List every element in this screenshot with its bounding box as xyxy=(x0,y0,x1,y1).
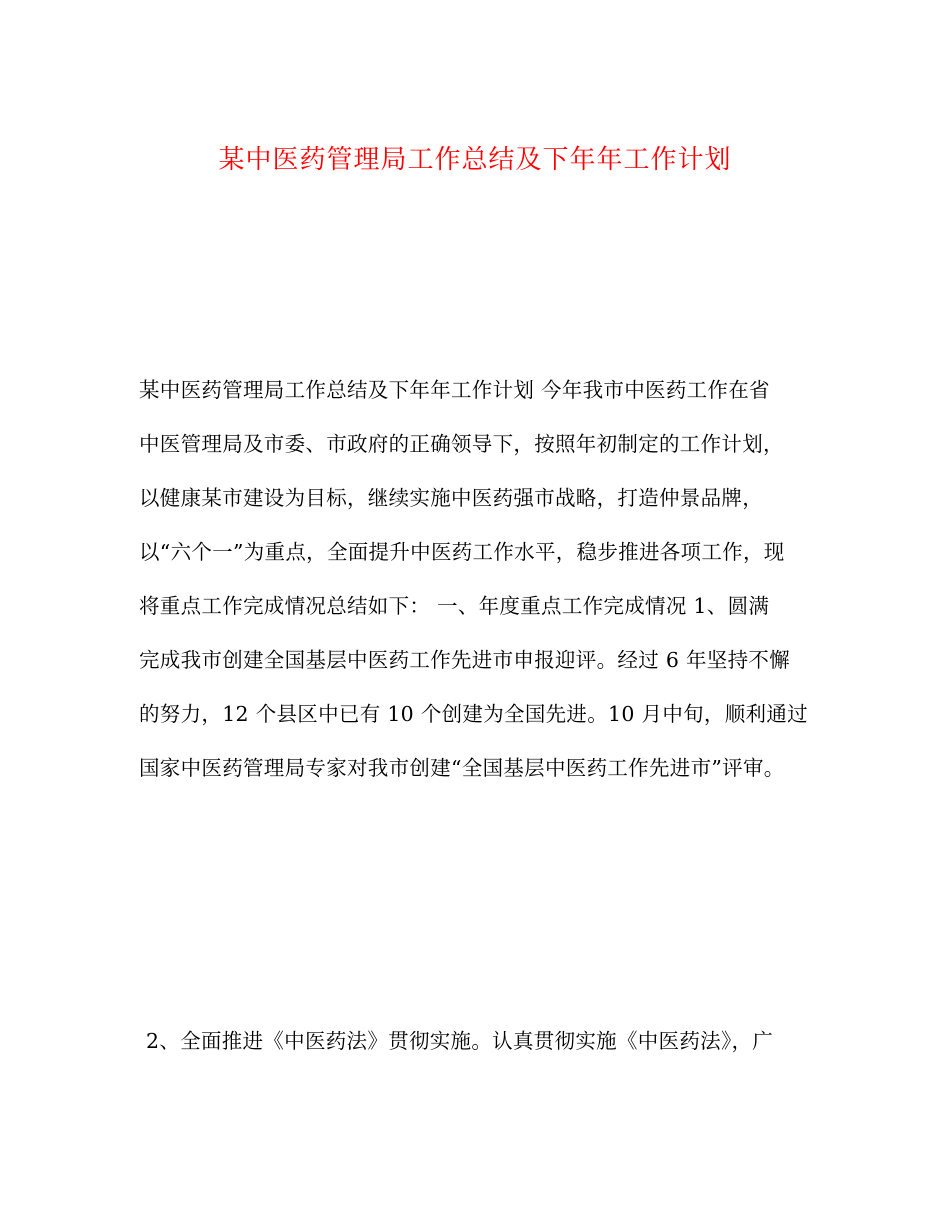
paragraph-1-line: 某中医药管理局工作总结及下年年工作计划 今年我市中医药工作在省 xyxy=(139,378,770,402)
paragraph-2-line: 2、全面推进《中医药法》贯彻实施。认真贯彻实施《中医药法》，广 xyxy=(146,1029,774,1053)
document-title: 某中医药管理局工作总结及下年年工作计划 xyxy=(218,145,732,175)
paragraph-1-line: 中医管理局及市委、市政府的正确领导下，按照年初制定的工作计划， xyxy=(139,432,784,456)
paragraph-1-line: 国家中医药管理局专家对我市创建“全国基层中医药工作先进市”评审。 xyxy=(139,756,785,780)
paragraph-1-line: 将重点工作完成情况总结如下： 一、年度重点工作完成情况 1、圆满 xyxy=(139,594,770,618)
paragraph-1-line: 完成我市创建全国基层中医药工作先进市申报迎评。经过 6 年坚持不懈 xyxy=(139,648,790,672)
paragraph-1 xyxy=(139,370,819,802)
paragraph-1-line: 的努力，12 个县区中已有 10 个创建为全国先进。10 月中旬，顺利通过 xyxy=(139,702,808,726)
paragraph-1-line: 以“六个一”为重点，全面提升中医药工作水平，稳步推进各项工作，现 xyxy=(139,540,785,564)
paragraph-1-line: 以健康某市建设为目标，继续实施中医药强市战略，打造仲景品牌， xyxy=(139,486,763,510)
